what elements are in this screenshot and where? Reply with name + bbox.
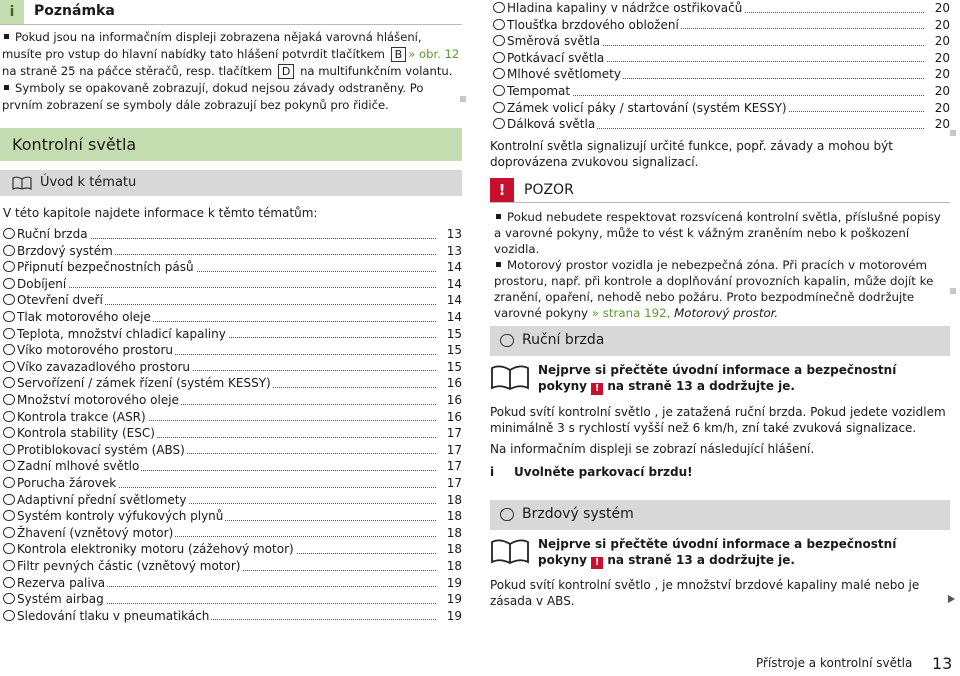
warning-icon: ! — [591, 383, 603, 395]
toc-entry[interactable] — [0, 359, 462, 376]
toc-label: Protiblokovací systém (ABS) — [17, 442, 185, 457]
coolant-icon — [3, 328, 15, 339]
toc-label: Otevření dveří — [17, 293, 103, 308]
toc-label: Víko motorového prostoru — [17, 343, 174, 358]
section-end-icon — [950, 130, 956, 136]
toc-entry[interactable] — [0, 508, 462, 525]
warning-body — [490, 203, 950, 321]
toc-label: Servořízení / zámek řízení (systém KESSY) — [17, 376, 271, 391]
toc-label: Rezerva paliva — [17, 575, 106, 590]
toc-entry[interactable] — [0, 541, 462, 558]
bullet-icon — [496, 214, 501, 219]
toc-page: 20 — [928, 0, 950, 16]
toc-page: 19 — [440, 575, 462, 591]
toc-entry[interactable] — [0, 392, 462, 409]
toc-entry[interactable] — [490, 116, 950, 133]
toc-page: 13 — [440, 226, 462, 242]
toc-entry[interactable] — [0, 342, 462, 359]
toc-page: 14 — [440, 292, 462, 308]
toc-page: 20 — [928, 66, 950, 82]
toc-label: Brzdový systém — [17, 243, 113, 258]
toc-entry[interactable] — [0, 558, 462, 575]
read-first-box — [490, 536, 950, 570]
warning-title: POZOR — [524, 182, 574, 198]
toc-entry[interactable] — [0, 259, 462, 276]
toc-label: Zadní mlhové světlo — [17, 459, 140, 474]
toc-entry[interactable] — [0, 608, 462, 625]
right-intro: Kontrolní světla signalizují určité funkce, popř. závady a mohou být doprovázena zvukovou signalizací. — [490, 139, 893, 169]
toc-label: Dálková světla — [507, 117, 596, 132]
toc-page: 15 — [440, 326, 462, 342]
toc-page: 14 — [440, 309, 462, 325]
note-text: na straně 25 na páčce stěračů, resp. tlačítkem — [2, 64, 273, 78]
read-first-text — [538, 536, 948, 569]
low-beam-icon — [493, 52, 505, 63]
turn-signal-icon — [493, 35, 505, 46]
toc-page: 19 — [440, 591, 462, 607]
intro-header — [0, 170, 462, 196]
toc-page: 18 — [440, 525, 462, 541]
book-icon — [490, 538, 530, 564]
note-bullet-2 — [2, 80, 462, 114]
boot-lid-icon — [3, 361, 15, 372]
parking-brake-title: Ruční brzda — [522, 332, 605, 348]
warning-icon: ! — [591, 557, 603, 569]
continue-arrow-icon — [948, 595, 955, 603]
airbag-icon — [3, 593, 15, 604]
toc-page: 18 — [440, 558, 462, 574]
toc-label: Dobíjení — [17, 276, 67, 291]
toc-entry[interactable] — [490, 100, 950, 117]
warning-text: Pokud nebudete respektovat rozsvícená kontrolní světla, příslušné popisy a varovné pokyny, může to vést k vážným zraněním nebo k poškození vozidla. — [494, 210, 941, 256]
toc-entry[interactable] — [0, 475, 462, 492]
toc-entry[interactable] — [0, 492, 462, 509]
epc-icon — [3, 543, 15, 554]
section-end-icon — [460, 96, 466, 102]
toc-page: 18 — [440, 492, 462, 508]
adaptive-light-icon — [3, 494, 15, 505]
toc-entry[interactable] — [0, 591, 462, 608]
toc-entry[interactable] — [490, 0, 950, 17]
brake-pad-icon — [493, 19, 505, 30]
toc-page: 18 — [440, 508, 462, 524]
toc-entry[interactable] — [0, 276, 462, 293]
warning-icon: ! — [490, 178, 514, 202]
toc-label: Kontrola stability (ESC) — [17, 426, 155, 441]
toc-page: 20 — [928, 83, 950, 99]
toc-page: 20 — [928, 33, 950, 49]
message-text: Uvolněte parkovací brzdu! — [514, 465, 693, 479]
toc-entry[interactable] — [0, 575, 462, 592]
chapter-title: Kontrolní světla — [12, 135, 137, 154]
toc-page: 16 — [440, 392, 462, 408]
intro-title: Úvod k tématu — [40, 175, 137, 190]
selector-lever-icon — [493, 102, 505, 113]
toc-page: 15 — [440, 359, 462, 375]
toc-label: Hladina kapaliny v nádržce ostřikovačů — [507, 1, 743, 15]
toc-page: 17 — [440, 425, 462, 441]
traction-control-icon — [3, 411, 15, 422]
battery-icon — [3, 278, 15, 289]
parking-brake-icon — [3, 228, 15, 239]
toc-entry[interactable] — [0, 292, 462, 309]
bullet-icon — [4, 85, 9, 90]
toc-page: 17 — [440, 458, 462, 474]
toc-entry[interactable] — [0, 442, 462, 459]
toc-page: 16 — [440, 409, 462, 425]
note-header — [0, 0, 462, 25]
brake-system-icon — [3, 245, 15, 256]
toc-entry[interactable] — [0, 326, 462, 343]
toc-label: Kontrola trakce (ASR) — [17, 409, 146, 424]
abs-icon — [3, 444, 15, 455]
toc-entry[interactable] — [0, 425, 462, 442]
toc-page: 14 — [440, 259, 462, 275]
toc-label: Tempomat — [507, 84, 571, 98]
toc-page: 20 — [928, 50, 950, 66]
toc-entry[interactable] — [0, 409, 462, 426]
toc-label: Kontrola elektroniky motoru (zážehový motor) — [17, 542, 294, 557]
read-first-box — [490, 362, 950, 396]
note-text: Symboly se opakovaně zobrazují, dokud nejsou závady odstraněny. Po prvním zobrazení se symboly dále zobrazují bez pokynů pro řidiče. — [2, 81, 424, 112]
seatbelt-icon — [3, 261, 15, 272]
rear-fog-icon — [3, 460, 15, 471]
toc-entry[interactable] — [0, 375, 462, 392]
toc-label: Mlhové světlomety — [507, 67, 621, 82]
read-first-part: na straně 13 a dodržujte je. — [607, 379, 795, 393]
read-first-part: Nejprve si přečtěte úvodní informace a bezpečnostní pokyny — [538, 537, 897, 567]
door-open-icon — [3, 294, 15, 305]
toc-entry[interactable] — [490, 66, 950, 83]
toc-entry[interactable] — [490, 33, 950, 50]
bulb-failure-icon — [3, 477, 15, 488]
toc-page: 17 — [440, 475, 462, 491]
page-number: 13 — [932, 654, 953, 673]
note-body — [0, 25, 462, 114]
display-message — [490, 464, 950, 480]
toc-page: 13 — [440, 243, 462, 259]
toc-page: 20 — [928, 116, 950, 132]
toc-label: Směrová světla — [507, 34, 601, 49]
front-fog-icon — [493, 68, 505, 79]
parking-brake-header — [490, 326, 950, 356]
steering-lock-icon — [3, 377, 15, 388]
toc-page: 20 — [928, 100, 950, 116]
toc-label: Připnutí bezpečnostních pásů — [17, 260, 194, 275]
book-icon — [12, 176, 32, 190]
read-first-text — [538, 362, 948, 395]
parking-brake-icon — [500, 334, 514, 347]
toc-page: 18 — [440, 541, 462, 557]
chapter-header — [0, 128, 462, 161]
toc-label: Porucha žárovek — [17, 476, 117, 490]
note-text: Pokud jsou na informačním displeji zobrazena nějaká varovná hlášení, musíte pro vstup do hlavní nabídky tato hlášení potvrdit tlačítkem — [2, 30, 422, 61]
toc-entry[interactable] — [490, 83, 950, 100]
toc-label: Tloušťka brzdového obložení — [507, 17, 679, 32]
toc-label: Zámek volicí páky / startování (systém KESSY) — [507, 100, 787, 115]
toc-entry[interactable] — [0, 226, 462, 243]
toc-entry[interactable] — [0, 309, 462, 326]
toc-entry[interactable] — [490, 17, 950, 34]
warning-box — [490, 178, 950, 320]
toc-entry[interactable] — [0, 243, 462, 260]
stability-control-icon — [3, 427, 15, 438]
cruise-control-icon — [493, 85, 505, 96]
section-end-icon — [950, 288, 956, 294]
figure-link[interactable]: » obr. 12 — [408, 47, 460, 61]
key-d: D — [278, 64, 294, 79]
toc-page: 15 — [440, 342, 462, 358]
particle-filter-icon — [3, 560, 15, 571]
toc-label: Sledování tlaku v pneumatikách — [17, 608, 210, 623]
toc-page: 20 — [928, 17, 950, 33]
toc-label: Potkávací světla — [507, 50, 605, 65]
toc-page: 17 — [440, 442, 462, 458]
glow-plug-icon — [3, 527, 15, 538]
toc-label: Ruční brzda — [17, 227, 88, 241]
warning-bullet-2 — [494, 257, 950, 321]
note-title: Poznámka — [34, 3, 115, 19]
warning-bullet-1 — [494, 209, 950, 257]
brake-system-title: Brzdový systém — [522, 506, 634, 522]
warning-header — [490, 178, 950, 203]
toc-page: 19 — [440, 608, 462, 624]
brake-system-text-1: Pokud svítí kontrolní světlo , je množství brzdové kapaliny malé nebo je zásada v ABS. — [490, 578, 920, 608]
leader-dots — [17, 287, 436, 288]
exhaust-icon — [3, 510, 15, 521]
parking-brake-text-2: Na informačním displeji se zobrazí následující hlášení. — [490, 442, 815, 456]
note-text: na multifunkčním volantu. — [300, 64, 453, 78]
bonnet-icon — [3, 344, 15, 355]
tyre-pressure-icon — [3, 610, 15, 621]
toc-label: Množství motorového oleje — [17, 393, 179, 407]
brake-system-header — [490, 500, 950, 530]
toc-label: Systém kontroly výfukových plynů — [17, 509, 224, 524]
key-b: B — [391, 47, 407, 62]
note-box — [0, 0, 462, 114]
oil-pressure-icon — [3, 311, 15, 322]
read-first-part: na straně 13 a dodržujte je. — [607, 553, 795, 567]
note-bullet-1 — [2, 29, 462, 80]
toc-label: Filtr pevných částic (vznětový motor) — [17, 559, 241, 573]
high-beam-icon — [493, 118, 505, 129]
oil-level-icon — [3, 394, 15, 405]
toc-label: Systém airbag — [17, 592, 104, 607]
toc-label: Žhavení (vznětový motor) — [17, 525, 174, 540]
toc-entry[interactable] — [0, 525, 462, 542]
brake-system-icon — [500, 508, 514, 521]
toc-label: Tlak motorového oleje — [17, 310, 151, 324]
bullet-icon — [4, 34, 9, 39]
toc-label: Teplota, množství chladicí kapaliny — [17, 326, 226, 341]
toc-label: Víko zavazadlového prostoru — [17, 359, 190, 374]
toc-label: Adaptivní přední světlomety — [17, 492, 187, 507]
toc-entry[interactable] — [0, 458, 462, 475]
toc-page: 16 — [440, 375, 462, 391]
reference-title: Motorový prostor. — [674, 306, 779, 320]
fuel-reserve-icon — [3, 577, 15, 588]
footer-chapter: Přístroje a kontrolní světla — [756, 656, 913, 670]
washer-fluid-icon — [493, 2, 505, 13]
bullet-icon — [496, 262, 501, 267]
warning-text: Motorový prostor vozidla je nebezpečná zóna. Při pracích v motorovém prostoru, např. při kontrole a doplňování provozních kapalin, může dojít ke zranění, opaření, nehodě nebo požáru. Proto bezpodmínečně dodržujte varovné pokyny — [494, 258, 934, 320]
info-icon: i — [0, 0, 24, 24]
book-icon — [490, 364, 530, 390]
toc-page: 14 — [440, 276, 462, 292]
info-icon: i — [490, 465, 495, 479]
page-link[interactable]: » strana 192, — [591, 306, 671, 320]
topics-lead: V této kapitole najdete informace k těmto tématům: — [3, 206, 318, 220]
toc-entry[interactable] — [490, 50, 950, 67]
parking-brake-text-1: Pokud svítí kontrolní světlo , je zatažená ruční brzda. Pokud jedete vozidlem minimálně 3 s rychlostí vyšší než 6 km/h, zní také zvuková signalizace. — [490, 405, 946, 435]
read-first-part: Nejprve si přečtěte úvodní informace a bezpečnostní pokyny — [538, 363, 897, 393]
